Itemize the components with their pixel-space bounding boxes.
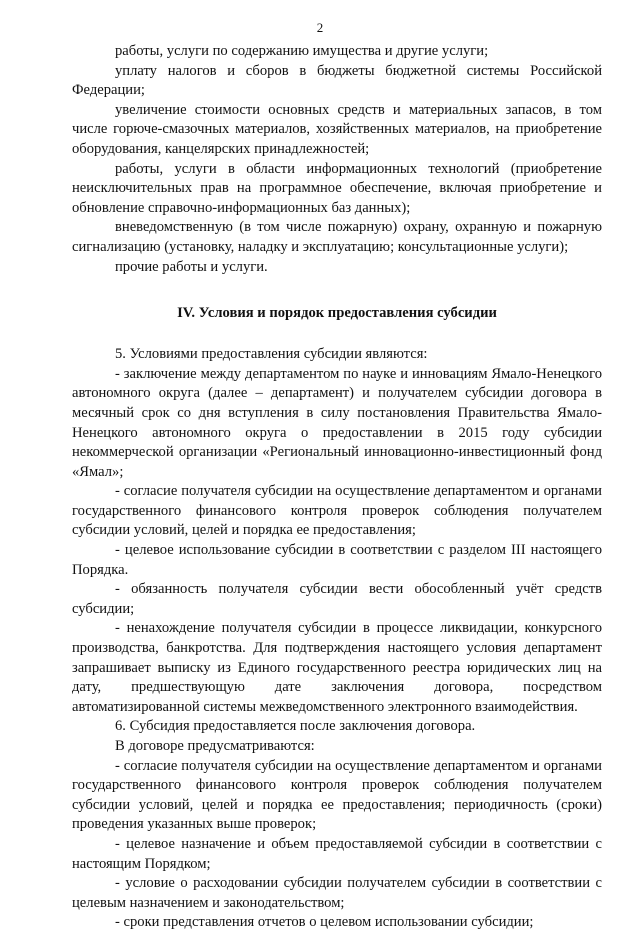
paragraph: работы, услуги по содержанию имущества и другие услуги; [115,43,489,59]
paragraph: В договоре предусматриваются: [115,738,315,754]
list-item: - условие о расходовании субсидии получателем субсидии в соответствии с целевым назначением и законодательством; [72,875,602,911]
paragraph: увеличение стоимости основных средств и материальных запасов, в том числе горюче-смазочных материалов, хозяйственных материалов, на приобретение оборудования, канцелярских принадлежностей; [72,101,602,157]
list-item: - целевое назначение и объем предоставляемой субсидии в соответствии с настоящим Порядком; [72,835,602,872]
page-number: 2 [316,20,324,35]
section-heading: IV. Условия и порядок предоставления субсидии [177,305,497,322]
paragraph: прочие работы и услуги. [115,258,268,275]
list-item: - ненахождение получателя субсидии в процессе ликвидации, конкурсного производства, банкротства. Для подтверждения настоящего условия департамент запрашивает выписку из Единого государственного реестра юридических лиц на дату, предшествующую дате заключения договора, посредством автоматизированной системы межведомственного электронного взаимодействия. [72,620,602,715]
paragraph: 5. Условиями предоставления субсидии являются: [115,346,428,363]
document-body [72,42,602,933]
list-item: - заключение между департаментом по науке и инновациям Ямало-Ненецкого автономного округа (далее – департамент) и получателем субсидии договора в месячный срок со дня вступления в силу постановления Правительства Ямало-Ненецкого автономного округа о предоставлении в 2015 году субсидии некоммерческой организации «Региональный инновационно-инвестиционный фонд «Ямал»; [72,365,602,480]
list-item: - обязанность получателя субсидии вести обособленный учёт средств субсидии; [72,581,602,617]
list-item: - согласие получателя субсидии на осуществление департаментом и органами государственного финансового контроля проверок соблюдения получателем субсидии условий, целей и порядка ее предоставления; [72,483,602,539]
paragraph: вневедомственную (в том числе пожарную) охрану, охранную и пожарную сигнализацию (установку, наладку и эксплуатацию; консультационные услуги); [72,219,602,255]
list-item: - согласие получателя субсидии на осуществление департаментом и органами государственного финансового контроля проверок соблюдения получателем субсидии условий, целей и порядка ее предоставления; периодичность (сроки) проведения указанных выше проверок; [72,757,602,833]
list-item: - целевое использование субсидии в соответствии с разделом III настоящего Порядка. [72,542,602,578]
paragraph: уплату налогов и сборов в бюджеты бюджетной системы Российской Федерации; [72,62,602,99]
list-item: - сроки представления отчетов о целевом использовании субсидии; [115,914,534,931]
paragraph: работы, услуги в области информационных технологий (приобретение неисключительных прав на программное обеспечение, включая приобретение и обновление справочно-информационных баз данных); [72,160,602,216]
paragraph: 6. Субсидия предоставляется после заключения договора. [115,718,476,735]
